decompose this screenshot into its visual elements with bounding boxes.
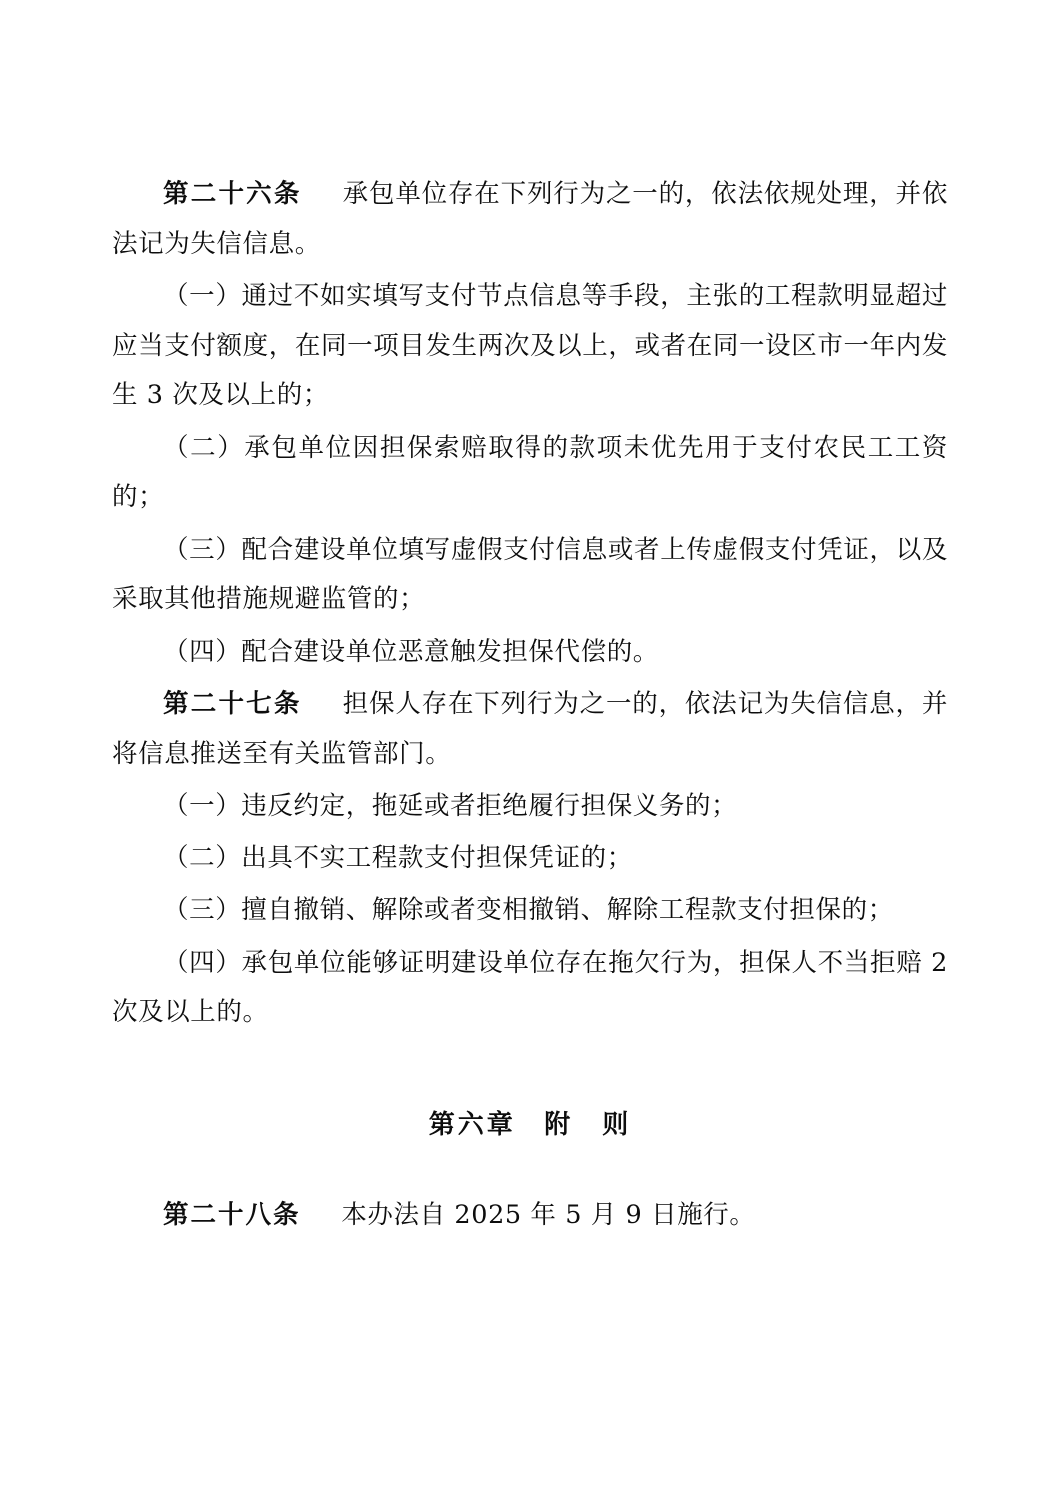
article-26-item-4: （四）配合建设单位恶意触发担保代偿的。: [163, 636, 659, 667]
article-28-text: 本办法自 2025 年 5 月 9 日施行。: [341, 1199, 756, 1230]
article-28: [112, 1191, 948, 1241]
article-27-item-1: （一）违反约定，拖延或者拒绝履行担保义务的；: [163, 790, 738, 821]
article-26-lead-text: 承包单位存在下列行为之一的，依法依规处理，并依法记为失信信息。: [112, 179, 948, 259]
article-26-lead: [112, 170, 948, 269]
article-27-lead-text: 担保人存在下列行为之一的，依法记为失信信息，并将信息推送至有关监管部门。: [112, 688, 948, 769]
article-26-item-2: （二）承包单位因担保索赔取得的款项未优先用于支付农民工工资的；: [112, 432, 948, 513]
article-27-item-2: （二）出具不实工程款支付担保凭证的；: [163, 843, 633, 874]
chapter-heading: [112, 1100, 948, 1151]
article-27-label: 第二十七条: [163, 688, 302, 719]
article-26-item-1: （一）通过不如实填写支付节点信息等手段，主张的工程款明显超过应当支付额度，在同一项目发生两次及以上，或者在同一设区市一年内发生 3 次及以上的；: [112, 280, 948, 411]
chapter-title: 附 则: [544, 1110, 632, 1141]
article-27-item-3: （三）擅自撤销、解除或者变相撤销、解除工程款支付担保的；: [163, 895, 894, 926]
article-27-item-4: （四）承包单位能够证明建设单位存在拖欠行为，担保人不当拒赔 2 次及以上的。: [112, 947, 948, 1028]
article-28-label: 第二十八条: [163, 1199, 301, 1230]
article-27-lead: [112, 680, 948, 779]
article-26-label: 第二十六条: [163, 179, 302, 209]
article-26-item-3: （三）配合建设单位填写虚假支付信息或者上传虚假支付凭证，以及采取其他措施规避监管的；: [112, 534, 948, 615]
final-article-block: [112, 1191, 948, 1241]
document-body: [112, 170, 948, 1241]
chapter-number: 第六章: [428, 1110, 516, 1141]
